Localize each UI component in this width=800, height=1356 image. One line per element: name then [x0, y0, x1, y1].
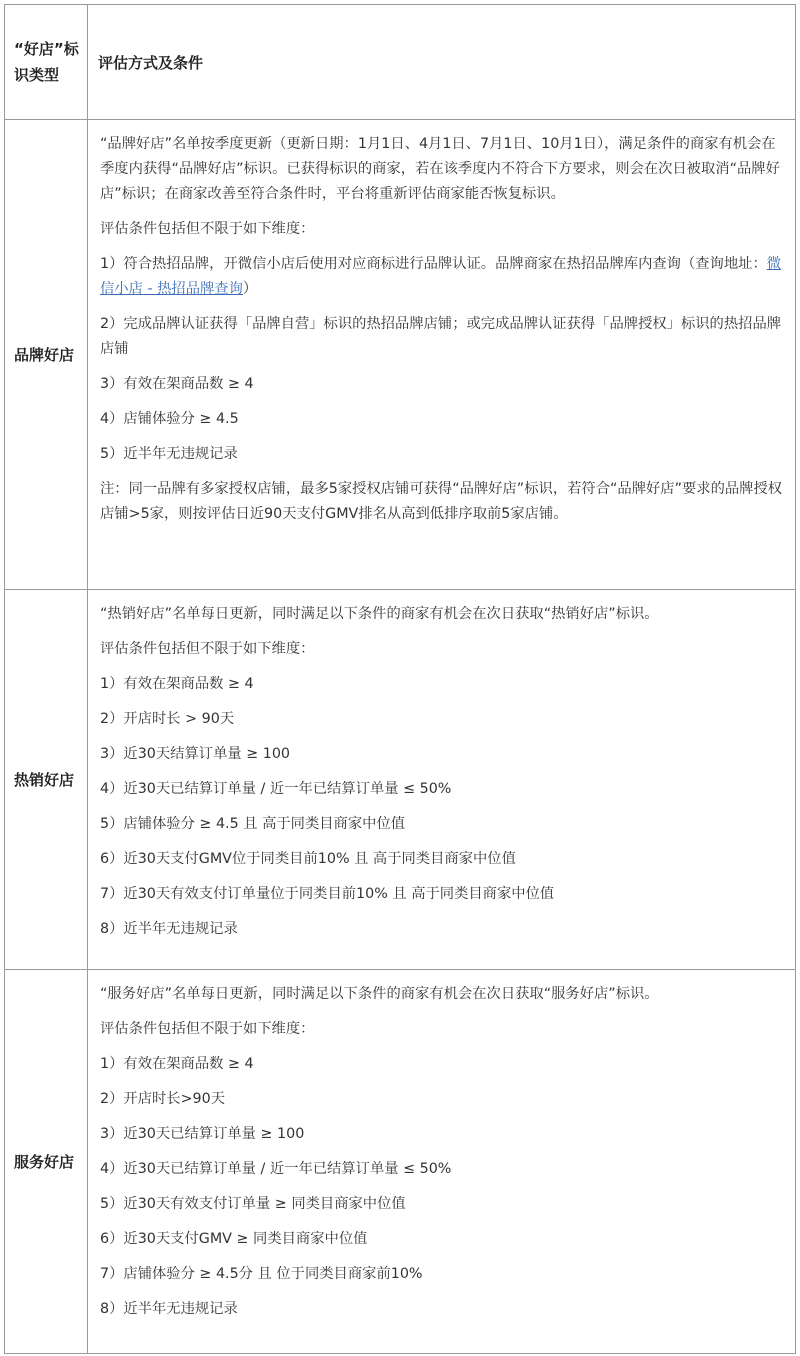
- hot-item-5: 5）店铺体验分 ≥ 4.5 且 高于同类目商家中位值: [100, 816, 406, 832]
- service-item-4: 4）近30天已结算订单量 / 近一年已结算订单量 ≤ 50%: [100, 1161, 452, 1177]
- table-row-brand: [5, 119, 795, 589]
- header-type-cell: “好店”标识类型: [5, 5, 88, 119]
- brand-note: 注：同一品牌有多家授权店铺，最多5家授权店铺可获得“品牌好店”标识，若符合“品牌好店”要求的品牌授权店铺>5家，则按评估日近90天支付GMV排名从高到低排序取前5家店铺。: [100, 481, 783, 522]
- table-header-row: [5, 5, 795, 119]
- brand-query-link[interactable]: 微信小店 - 热招品牌查询: [100, 256, 782, 297]
- hot-body-cell: [88, 590, 795, 969]
- brand-item-3: 3）有效在架商品数 ≥ 4: [100, 376, 254, 392]
- brand-item-5: 5）近半年无违规记录: [100, 446, 238, 462]
- hot-type-cell: 热销好店: [5, 590, 88, 969]
- service-item-6: 6）近30天支付GMV ≥ 同类目商家中位值: [100, 1231, 368, 1247]
- hot-item-1: 1）有效在架商品数 ≥ 4: [100, 676, 254, 692]
- service-item-8: 8）近半年无违规记录: [100, 1301, 238, 1317]
- header-body-cell: 评估方式及条件: [98, 53, 204, 72]
- service-item-2: 2）开店时长>90天: [100, 1091, 226, 1107]
- service-item-3: 3）近30天已结算订单量 ≥ 100: [100, 1126, 305, 1142]
- brand-item-1-text: 1）符合热招品牌，开微信小店后使用对应商标进行品牌认证。品牌商家在热招品牌库内查询（查询地址：: [100, 256, 767, 272]
- criteria-table: [4, 4, 796, 1354]
- hot-item-3: 3）近30天结算订单量 ≥ 100: [100, 746, 291, 762]
- service-item-7: 7）店铺体验分 ≥ 4.5分 且 位于同类目商家前10%: [100, 1266, 423, 1282]
- brand-intro: “品牌好店”名单按季度更新（更新日期：1月1日、4月1日、7月1日、10月1日），满足条件的商家有机会在季度内获得“品牌好店”标识。已获得标识的商家，若在该季度内不符合下方要求，则会在次日被取消“品牌好店”标识；在商家改善至符合条件时，平台将重新评估商家能否恢复标识。: [100, 136, 780, 202]
- hot-item-8: 8）近半年无违规记录: [100, 921, 238, 937]
- brand-body-cell: [88, 120, 795, 589]
- service-intro: “服务好店”名单每日更新，同时满足以下条件的商家有机会在次日获取“服务好店”标识。: [100, 986, 659, 1002]
- service-item-5: 5）近30天有效支付订单量 ≥ 同类目商家中位值: [100, 1196, 406, 1212]
- service-item-1: 1）有效在架商品数 ≥ 4: [100, 1056, 254, 1072]
- service-criteria-intro: 评估条件包括但不限于如下维度：: [100, 1021, 315, 1037]
- hot-item-4: 4）近30天已结算订单量 / 近一年已结算订单量 ≤ 50%: [100, 781, 452, 797]
- brand-item-4: 4）店铺体验分 ≥ 4.5: [100, 411, 239, 427]
- hot-item-7: 7）近30天有效支付订单量位于同类目前10% 且 高于同类目商家中位值: [100, 886, 555, 902]
- brand-criteria-intro: 评估条件包括但不限于如下维度：: [100, 221, 315, 237]
- hot-criteria-intro: 评估条件包括但不限于如下维度：: [100, 641, 315, 657]
- brand-item-1-suffix: ）: [242, 281, 258, 297]
- service-type-cell: 服务好店: [5, 970, 88, 1353]
- hot-item-2: 2）开店时长 > 90天: [100, 711, 235, 727]
- table-row-service: [5, 969, 795, 1353]
- brand-item-1: [100, 252, 785, 302]
- hot-item-6: 6）近30天支付GMV位于同类目前10% 且 高于同类目商家中位值: [100, 851, 516, 867]
- brand-type-cell: 品牌好店: [5, 120, 88, 589]
- service-body-cell: [88, 970, 795, 1353]
- table-row-hot: [5, 589, 795, 969]
- hot-intro: “热销好店”名单每日更新，同时满足以下条件的商家有机会在次日获取“热销好店”标识。: [100, 606, 659, 622]
- brand-item-2: 2）完成品牌认证获得「品牌自营」标识的热招品牌店铺；或完成品牌认证获得「品牌授权」标识的热招品牌店铺: [100, 316, 782, 357]
